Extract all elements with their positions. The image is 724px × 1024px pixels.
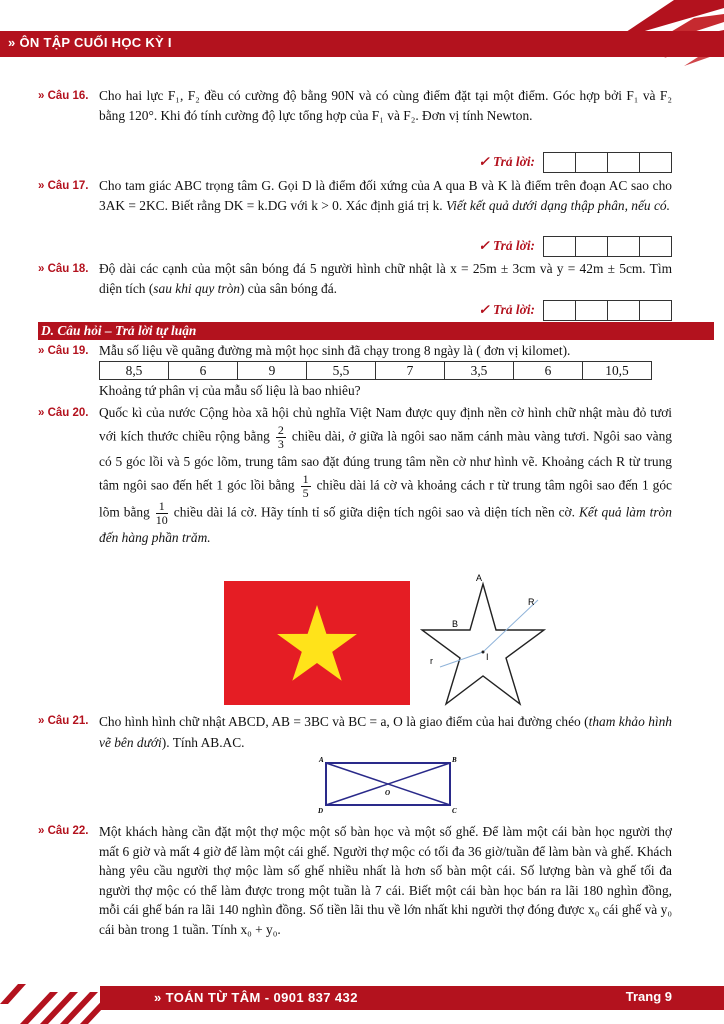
question-note: tham khảo hình vẽ bên dưới (99, 714, 673, 750)
answer-box[interactable] (543, 300, 576, 321)
table-cell: 10,5 (583, 362, 652, 380)
fraction: $\frac{1}{10}$ (155, 499, 168, 527)
vietnam-flag-image (224, 581, 410, 705)
question-text: chiều dài lá cờ và khoảng cách r từ trung tâm ngôi sao đến 1 góc lõm bằng (99, 477, 672, 520)
radius-small-label: r (430, 656, 433, 666)
answer-box[interactable] (640, 300, 672, 321)
star-diagram (410, 572, 560, 712)
header-bar (0, 31, 724, 57)
question-text: Cho hai lực F₁, F₂ đều có cường độ bằng 90N và có cùng điểm đặt tại một điểm. Góc hợp bởi F₁ và F₂ bằng 120°. Khi đó tính cường độ lực tổng hợp của F₁ và F₂. Đơn vị tính Newton. (99, 88, 672, 123)
question-17 (38, 176, 672, 216)
center-o-label: O (385, 789, 391, 797)
question-note: Kết quả làm tròn đến hàng phần trăm. (99, 504, 672, 545)
question-note: sau khi quy tròn (153, 281, 240, 296)
answer-label: ✓ Trả lời: (478, 154, 535, 169)
vertex-c-label: C (452, 807, 457, 814)
table-cell: 8,5 (100, 362, 169, 380)
answer-box[interactable] (640, 152, 672, 173)
fraction: $\frac{2}{3}$ (277, 423, 284, 451)
answer-boxes-16 (478, 152, 672, 172)
vertex-b-label: B (452, 756, 457, 764)
answer-box[interactable] (608, 152, 640, 173)
question-19-ask (38, 381, 672, 401)
point-b-label: B (452, 619, 459, 629)
question-text-end: ). Tính AB.AC. (161, 735, 245, 750)
answer-box[interactable] (543, 236, 576, 257)
table-cell: 7 (376, 362, 445, 380)
answer-boxes-17 (478, 236, 672, 256)
question-label: » Câu 16. (38, 90, 89, 102)
question-20 (38, 402, 672, 549)
question-label: » Câu 20. (38, 407, 89, 419)
answer-label: ✓ Trả lời: (478, 302, 535, 317)
question-text: Khoảng tứ phân vị của mẫu số liệu là bao nhiêu? (99, 383, 361, 398)
radius-big-label: R (528, 597, 535, 607)
answer-boxes-18 (478, 300, 672, 320)
page-number: Trang 9 (625, 989, 672, 1004)
answer-box[interactable] (576, 300, 608, 321)
table-cell: 3,5 (445, 362, 514, 380)
question-label: » Câu 21. (38, 715, 89, 727)
answer-label: ✓ Trả lời: (478, 238, 535, 253)
question-22 (38, 822, 672, 939)
question-text: Cho hình hình chữ nhật ABCD, AB = 3BC và BC = a, O là giao điểm của hai đường chéo ( (99, 714, 589, 729)
rectangle-diagram (312, 754, 462, 814)
table-cell: 6 (514, 362, 583, 380)
question-text: Cho tam giác ABC trọng tâm G. Gọi D là điểm đối xứng của A qua B và K là điểm trên đoạn AC sao cho 3AK = 2KC. Biết rằng DK = k.DG với k > 0. Xác định giá trị k. (99, 178, 672, 213)
question-label: » Câu 18. (38, 263, 89, 275)
footer-contact: » TOÁN TỪ TÂM - 0901 837 432 (154, 990, 358, 1005)
question-label: » Câu 17. (38, 180, 89, 192)
question-label: » Câu 22. (38, 825, 89, 837)
question-21 (38, 711, 672, 753)
section-title: D. Câu hỏi – Trả lời tự luận (41, 323, 197, 338)
question-16 (38, 86, 672, 126)
question-text-end: ) của sân bóng đá. (239, 281, 338, 296)
question-text: chiều dài, ở giữa là ngôi sao năm cánh màu vàng tươi. Ngôi sao vàng có 5 góc lồi và 5 góc lõm, trung tâm sao đặt đúng trung tâm nền cờ như hình vẽ. Khoảng cách R từ trung tâm ngôi sao đến hết 1 góc lồi bằng (99, 428, 672, 493)
vertex-a-label: A (319, 756, 324, 764)
center-label: I (486, 652, 489, 662)
question-text: Một khách hàng cần đặt một thợ mộc một số bàn học và một số ghế. Để làm một cái bàn học người thợ mất 6 giờ và mất 4 giờ để làm một cái ghế. Người thợ mộc có tối đa 36 giờ/tuần để làm bàn và ghế. Khách hàng yêu cầu người thợ mộc làm số ghế nhiều nhất là hơn số bàn một cái. Số lượng bàn và ghế tối đa người thợ mộc có thể làm được trong một tuần là 7 cái. Biết một cái bàn học bán ra lãi 180 nghìn đồng, mỗi cái ghế bán ra lãi 140 nghìn đồng. Số tiền lãi thu về lớn nhất khi người thợ đóng được x₀ cái ghế và y₀ cái bàn trong 1 tuần. Tính x₀ + y₀. (99, 824, 672, 937)
vertex-d-label: D (318, 807, 324, 814)
fraction: $\frac{1}{5}$ (302, 472, 309, 500)
answer-box[interactable] (576, 152, 608, 173)
table-cell: 9 (238, 362, 307, 380)
answer-box[interactable] (640, 236, 672, 257)
question-19 (38, 341, 672, 361)
question-text: Mẫu số liệu về quãng đường mà một học sinh đã chạy trong 8 ngày là ( đơn vị kilomet). (99, 343, 571, 358)
question-text: Độ dài các cạnh của một sân bóng đá 5 người hình chữ nhật là x = 25m ± 3cm và y = 42m ± 5cm. Tìm diện tích ( (99, 261, 672, 296)
footer-bar (100, 986, 724, 1010)
question-text: chiều dài lá cờ. Hãy tính tỉ số giữa diện tích ngôi sao và diện tích nền cờ. (173, 504, 575, 520)
answer-box[interactable] (576, 236, 608, 257)
answer-box[interactable] (543, 152, 576, 173)
header-title: » ÔN TẬP CUỐI HỌC KỲ I (8, 35, 172, 50)
question-18 (38, 259, 672, 299)
table-cell: 6 (169, 362, 238, 380)
answer-box[interactable] (608, 236, 640, 257)
question-note: Viết kết quả dưới dạng thập phân, nếu có. (446, 198, 670, 213)
table-cell: 5,5 (307, 362, 376, 380)
answer-box[interactable] (608, 300, 640, 321)
data-table (99, 361, 652, 380)
question-label: » Câu 19. (38, 345, 89, 357)
point-a-label: A (476, 573, 483, 583)
section-d-bar (38, 322, 714, 340)
question-text: Quốc kì của nước Cộng hòa xã hội chủ nghĩa Việt Nam được quy định nền cờ hình chữ nhật màu đỏ tươi với kích thước chiều rộng bằng (99, 405, 672, 444)
